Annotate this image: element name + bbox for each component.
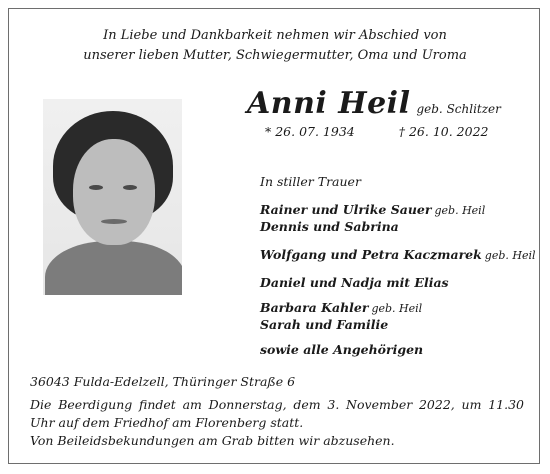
funeral-notice — [30, 396, 524, 450]
family-name: Barbara Kahler — [260, 300, 369, 315]
family-note: geb. Heil — [434, 204, 486, 217]
photo-eye-left — [89, 185, 103, 190]
deceased-name: Anni Heil — [247, 86, 411, 121]
family-note: geb. Heil — [371, 302, 423, 315]
family-line — [260, 218, 399, 235]
intro-text — [0, 26, 550, 66]
family-name: Rainer und Ulrike Sauer — [260, 202, 432, 217]
photo-body — [45, 241, 182, 295]
address: 36043 Fulda-Edelzell, Thüringer Straße 6 — [30, 374, 296, 389]
photo-mouth — [101, 219, 127, 224]
family-line — [260, 316, 388, 333]
family-name: Wolfgang und Petra Kaczmarek — [260, 247, 482, 262]
deceased-name-row — [247, 86, 501, 121]
family-name: sowie alle Angehörigen — [260, 342, 424, 357]
family-line — [260, 201, 485, 219]
intro-line-1: In Liebe und Dankbarkeit nehmen wir Abschied von — [103, 28, 447, 43]
death-date: † 26. 10. 2022 — [398, 124, 489, 139]
family-line — [260, 274, 449, 291]
family-name: Dennis und Sabrina — [260, 219, 399, 234]
family-name: Daniel und Nadja mit Elias — [260, 275, 449, 290]
family-note: geb. Heil — [484, 249, 536, 262]
life-dates — [265, 124, 489, 139]
condolence-note: Von Beileidsbekundungen am Grab bitten wir abzusehen. — [30, 433, 395, 448]
family-line — [260, 341, 423, 358]
mourning-label: In stiller Trauer — [260, 174, 361, 189]
maiden-name: geb. Schlitzer — [416, 102, 501, 116]
photo-eye-right — [123, 185, 137, 190]
family-line — [260, 299, 422, 317]
intro-line-2: unserer lieben Mutter, Schwiegermutter, Oma und Uroma — [83, 48, 467, 63]
funeral-details: Die Beerdigung findet am Donnerstag, dem 3. November 2022, um 11.30 Uhr auf dem Friedhof am Florenberg statt. — [30, 397, 524, 430]
family-name: Sarah und Familie — [260, 317, 389, 332]
family-line — [260, 246, 536, 264]
portrait-photo — [43, 99, 182, 295]
birth-date: * 26. 07. 1934 — [265, 124, 355, 139]
photo-face — [73, 139, 155, 245]
